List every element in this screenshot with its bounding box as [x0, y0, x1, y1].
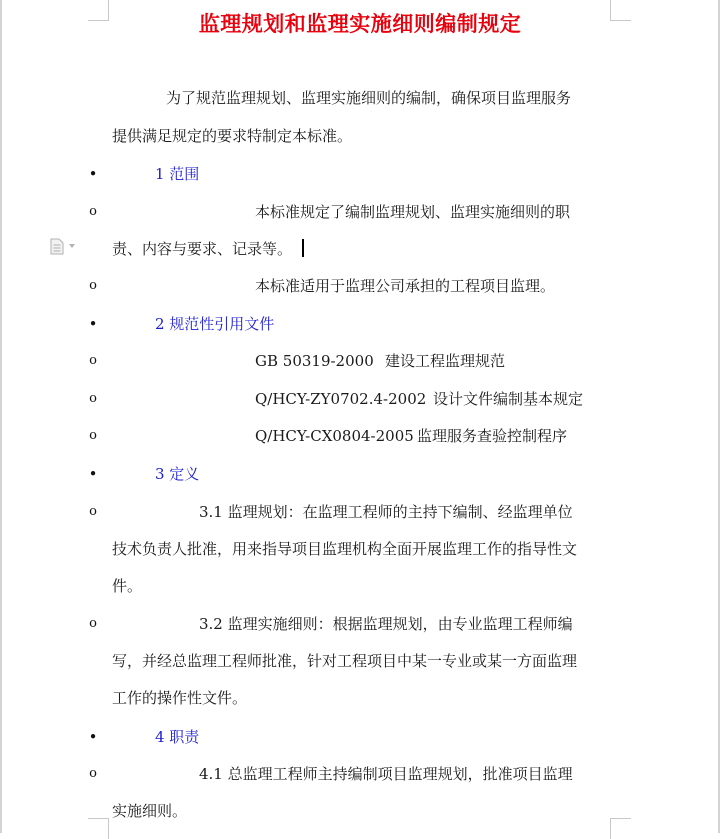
definition-1-line-3: 件。	[112, 577, 143, 595]
bullet-hollow: o	[89, 391, 97, 406]
bullet-filled: •	[88, 465, 98, 483]
section-3-heading: 3 定义	[155, 465, 200, 483]
bullet-filled: •	[88, 728, 98, 746]
scope-item-1-line-2: 责、内容与要求、记录等。	[112, 239, 304, 259]
definition-2-line-3: 工作的操作性文件。	[112, 689, 248, 707]
bullet-hollow: o	[89, 278, 97, 293]
margin-corner-bottom-left	[88, 818, 109, 839]
paragraph-settings-icon[interactable]	[50, 238, 64, 255]
document-title: 监理规划和监理实施细则编制规定	[198, 11, 522, 36]
reference-name: 设计文件编制基本规定	[433, 390, 584, 408]
section-2-heading: 2 规范性引用文件	[155, 315, 275, 333]
bullet-hollow: o	[89, 504, 97, 519]
chevron-down-icon[interactable]	[69, 244, 75, 248]
bullet-hollow: o	[89, 428, 97, 443]
section-1-heading: 1 范围	[155, 165, 200, 183]
intro-line-2: 提供满足规定的要求特制定本标准。	[112, 127, 353, 145]
definition-2-line-1: 3.2 监理实施细则：根据监理规划，由专业监理工程师编	[199, 615, 573, 633]
definition-1-line-2: 技术负责人批准，用来指导项目监理机构全面开展监理工作的指导性文	[112, 540, 578, 558]
bullet-filled: •	[88, 315, 98, 333]
margin-corner-bottom-right	[610, 818, 631, 839]
duty-1-line-1: 4.1 总监理工程师主持编制项目监理规划，批准项目监理	[199, 765, 573, 783]
reference-name: 监理服务查验控制程序	[417, 427, 568, 445]
duty-1-line-2: 实施细则。	[112, 802, 188, 820]
text-cursor	[302, 239, 304, 257]
section-4-heading: 4 职责	[155, 728, 200, 746]
definition-2-line-2: 写，并经总监理工程师批准，针对工程项目中某一专业或某一方面监理	[112, 652, 578, 670]
page-left-edge	[0, 0, 2, 833]
scope-item-2: 本标准适用于监理公司承担的工程项目监理。	[255, 277, 556, 295]
reference-code: Q/HCY-ZY0702.4-2002	[255, 390, 427, 408]
definition-1-line-1: 3.1 监理规划：在监理工程师的主持下编制、经监理单位	[199, 503, 573, 521]
bullet-filled: •	[88, 165, 98, 183]
bullet-hollow: o	[89, 353, 97, 368]
scope-item-1-line-1: 本标准规定了编制监理规划、监理实施细则的职	[255, 203, 571, 221]
reference-code: Q/HCY-CX0804-2005	[255, 427, 414, 445]
reference-code: GB 50319-2000	[255, 352, 374, 370]
intro-line-1: 为了规范监理规划、监理实施细则的编制，确保项目监理服务	[166, 89, 572, 107]
bullet-hollow: o	[89, 766, 97, 781]
reference-name: 建设工程监理规范	[385, 352, 506, 370]
bullet-hollow: o	[89, 616, 97, 631]
bullet-hollow: o	[89, 204, 97, 219]
